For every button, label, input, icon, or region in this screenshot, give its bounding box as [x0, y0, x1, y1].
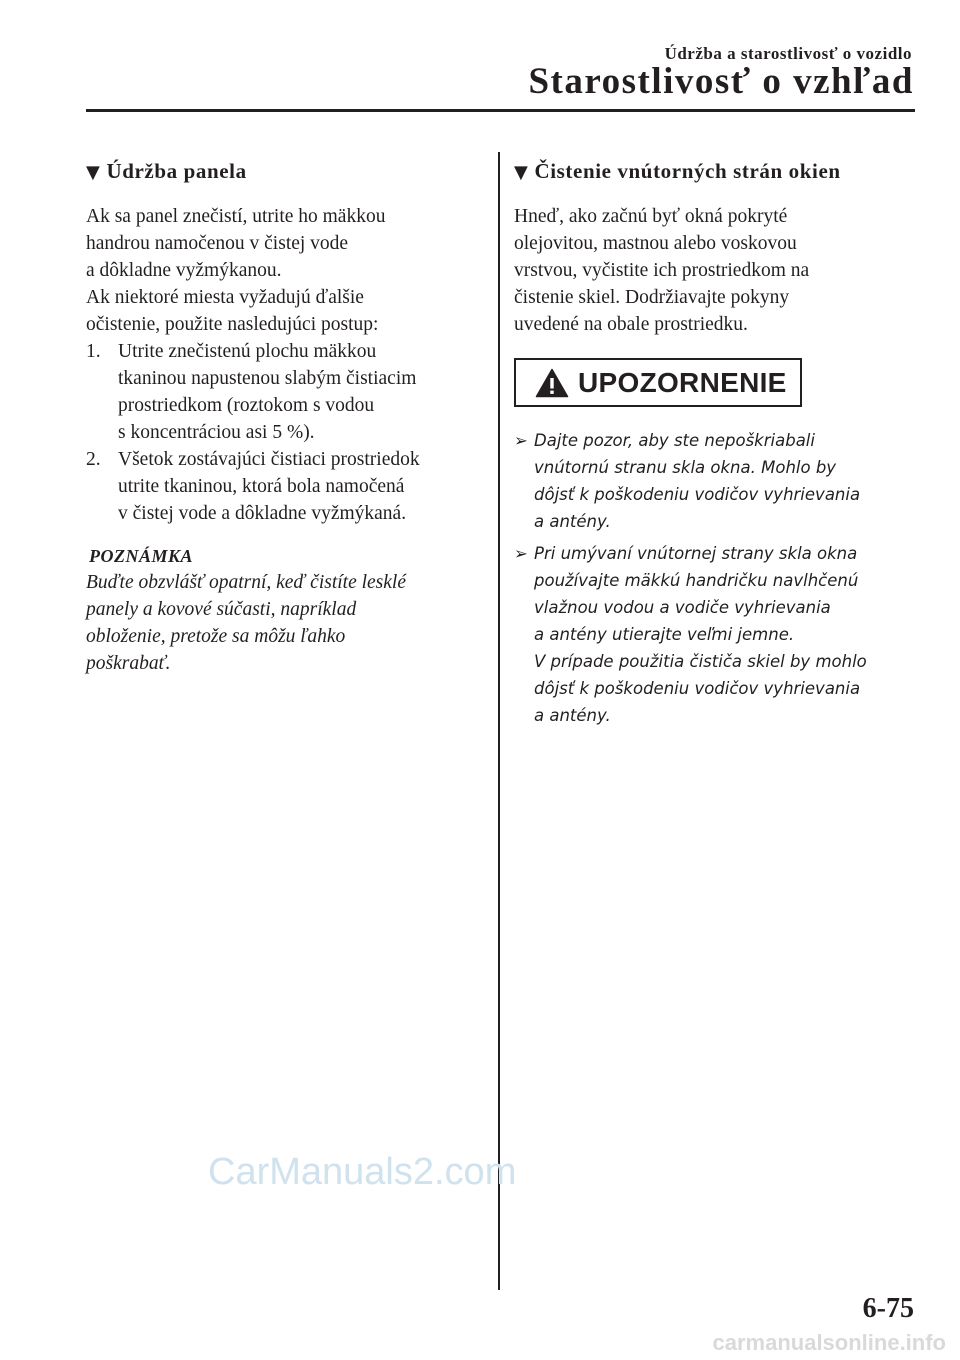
text-line: uvedené na obale prostriedku.	[514, 314, 748, 335]
text-line: Dajte pozor, aby ste nepoškriabali	[534, 431, 815, 450]
warning-icon	[535, 368, 569, 398]
step-number: 1.	[86, 341, 101, 362]
text-line: V prípade použitia čističa skiel by mohlo	[534, 652, 867, 671]
section-heading-windows	[514, 159, 914, 184]
watermark: CarManuals2.com	[208, 1151, 517, 1193]
caution-item	[514, 427, 914, 535]
text-line: panely a kovové súčasti, napríklad	[86, 599, 357, 620]
arrow-bullet-icon: ➢	[514, 431, 528, 450]
text-line: Utrite znečistenú plochu mäkkou	[118, 341, 377, 362]
caution-box	[514, 358, 802, 407]
text-line: Buďte obzvlášť opatrní, keď čistíte lesklé	[86, 572, 406, 593]
text-line: s koncentráciou asi 5 %).	[118, 422, 315, 443]
text-line: prostriedkom (roztokom s vodou	[118, 395, 375, 416]
caution-list	[514, 427, 914, 729]
section-header: Údržba a starostlivosť o vozidlo	[664, 44, 912, 63]
text-line: a dôkladne vyžmýkanou.	[86, 260, 282, 281]
text-line: olejovitou, mastnou alebo voskovou	[514, 233, 797, 254]
caution-label: UPOZORNENIE	[578, 366, 787, 398]
header-rule	[86, 109, 915, 112]
text-line: utrite tkaninou, ktorá bola namočená	[118, 476, 405, 497]
left-column	[86, 159, 481, 677]
text-line: Ak sa panel znečistí, utrite ho mäkkou	[86, 206, 386, 227]
column-divider	[498, 152, 500, 1290]
heading-text: Čistenie vnútorných strán okien	[534, 159, 841, 183]
caution-item	[514, 540, 914, 729]
page-number: 6-75	[862, 1293, 914, 1324]
text-line: handrou namočenou v čistej vode	[86, 233, 349, 254]
intro-paragraph	[514, 203, 914, 338]
triangle-down-icon: ▼	[86, 162, 101, 183]
text-line: poškrabať.	[86, 653, 171, 674]
note-body	[86, 569, 481, 677]
section-heading-panel	[86, 159, 481, 184]
text-line: vrstvou, vyčistite ich prostriedkom na	[514, 260, 810, 281]
text-line: vnútornú stranu skla okna. Mohlo by	[534, 458, 837, 477]
text-line: Ak niektoré miesta vyžadujú ďalšie	[86, 287, 364, 308]
step-list	[86, 338, 481, 527]
right-column	[514, 159, 914, 734]
text-line: v čistej vode a dôkladne vyžmýkaná.	[118, 503, 407, 524]
text-line: Hneď, ako začnú byť okná pokryté	[514, 206, 788, 227]
text-line: Všetok zostávajúci čistiaci prostriedok	[118, 449, 420, 470]
text-line: Pri umývaní vnútornej strany skla okna	[534, 544, 858, 563]
step-item	[86, 446, 481, 527]
heading-text: Údržba panela	[106, 159, 247, 183]
text-line: čistenie skiel. Dodržiavajte pokyny	[514, 287, 790, 308]
step-item	[86, 338, 481, 446]
text-line: a antény.	[534, 706, 611, 725]
text-line: dôjsť k poškodeniu vodičov vyhrievania	[534, 485, 861, 504]
triangle-down-icon: ▼	[514, 162, 529, 183]
step-number: 2.	[86, 449, 101, 470]
text-line: a antény.	[534, 512, 611, 531]
text-line: vlažnou vodou a vodiče vyhrievania	[534, 598, 831, 617]
page-title: Starostlivosť o vzhľad	[528, 61, 914, 102]
text-line: dôjsť k poškodeniu vodičov vyhrievania	[534, 679, 861, 698]
footer-url[interactable]: carmanualsonline.info	[712, 1330, 946, 1355]
text-line: očistenie, použite nasledujúci postup:	[86, 314, 379, 335]
text-line: používajte mäkkú handričku navlhčenú	[534, 571, 859, 590]
text-line: tkaninou napustenou slabým čistiacim	[118, 368, 417, 389]
arrow-bullet-icon: ➢	[514, 544, 528, 563]
text-line: obloženie, pretože sa môžu ľahko	[86, 626, 346, 647]
intro-paragraph	[86, 203, 481, 338]
text-line: a antény utierajte veľmi jemne.	[534, 625, 795, 644]
note-title: POZNÁMKA	[89, 546, 194, 566]
